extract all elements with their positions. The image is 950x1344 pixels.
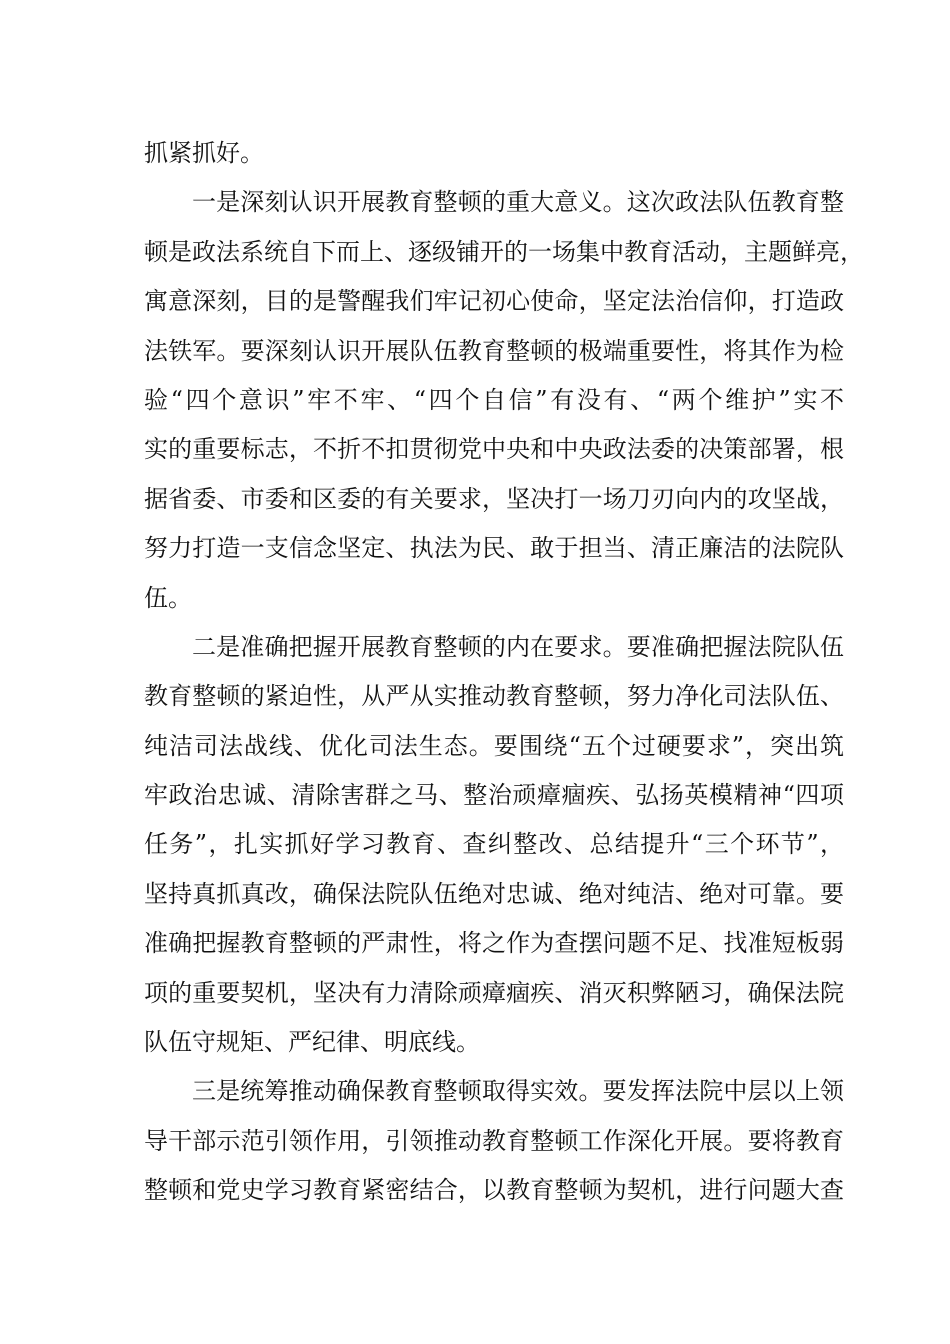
document-body: [144, 129, 864, 1216]
paragraph-first-line: 二是准确把握开展教育整顿的内在要求。要准确把握法院队伍: [192, 632, 844, 661]
text-line: 整顿和党史学习教育紧密结合，以教育整顿为契机，进行问题大查: [144, 1176, 844, 1205]
paragraph-first-line: 一是深刻认识开展教育整顿的重大意义。这次政法队伍教育整: [192, 188, 844, 217]
text-line: 抓紧抓好。: [144, 139, 264, 167]
text-line: 实的重要标志，不折不扣贯彻党中央和中央政法委的决策部署，根: [144, 435, 844, 464]
text-line: 项的重要契机，坚决有力清除顽瘴痼疾、消灭积弊陋习，确保法院: [144, 978, 844, 1007]
text-line: 教育整顿的紧迫性，从严从实推动教育整顿，努力净化司法队伍、: [144, 682, 844, 711]
paragraph-first-line: 三是统筹推动确保教育整顿取得实效。要发挥法院中层以上领: [192, 1077, 844, 1106]
text-line: 据省委、市委和区委的有关要求，坚决打一场刀刃向内的攻坚战，: [144, 484, 844, 513]
text-line: 伍。: [144, 583, 192, 612]
text-line: 坚持真抓真改，确保法院队伍绝对忠诚、绝对纯洁、绝对可靠。要: [144, 879, 844, 908]
text-line: 任务”，扎实抓好学习教育、查纠整改、总结提升“三个环节”，: [144, 830, 844, 859]
text-line: 纯洁司法战线、优化司法生态。要围绕“五个过硬要求”，突出筑: [144, 731, 844, 760]
text-line: 队伍守规矩、严纪律、明底线。: [144, 1028, 480, 1057]
text-line: 验“四个意识”牢不牢、“四个自信”有没有、“两个维护”实不: [144, 385, 844, 414]
text-line: 准确把握教育整顿的严肃性，将之作为查摆问题不足、找准短板弱: [144, 929, 844, 958]
text-line: 导干部示范引领作用，引领推动教育整顿工作深化开展。要将教育: [144, 1126, 844, 1155]
text-line: 努力打造一支信念坚定、执法为民、敢于担当、清正廉洁的法院队: [144, 534, 844, 563]
text-line: 顿是政法系统自下而上、逐级铺开的一场集中教育活动，主题鲜亮，: [144, 237, 864, 266]
text-line: 寓意深刻，目的是警醒我们牢记初心使命，坚定法治信仰，打造政: [144, 287, 844, 316]
text-line: 法铁军。要深刻认识开展队伍教育整顿的极端重要性，将其作为检: [144, 336, 844, 365]
text-line: 牢政治忠诚、清除害群之马、整治顽瘴痼疾、弘扬英模精神“四项: [144, 781, 844, 810]
